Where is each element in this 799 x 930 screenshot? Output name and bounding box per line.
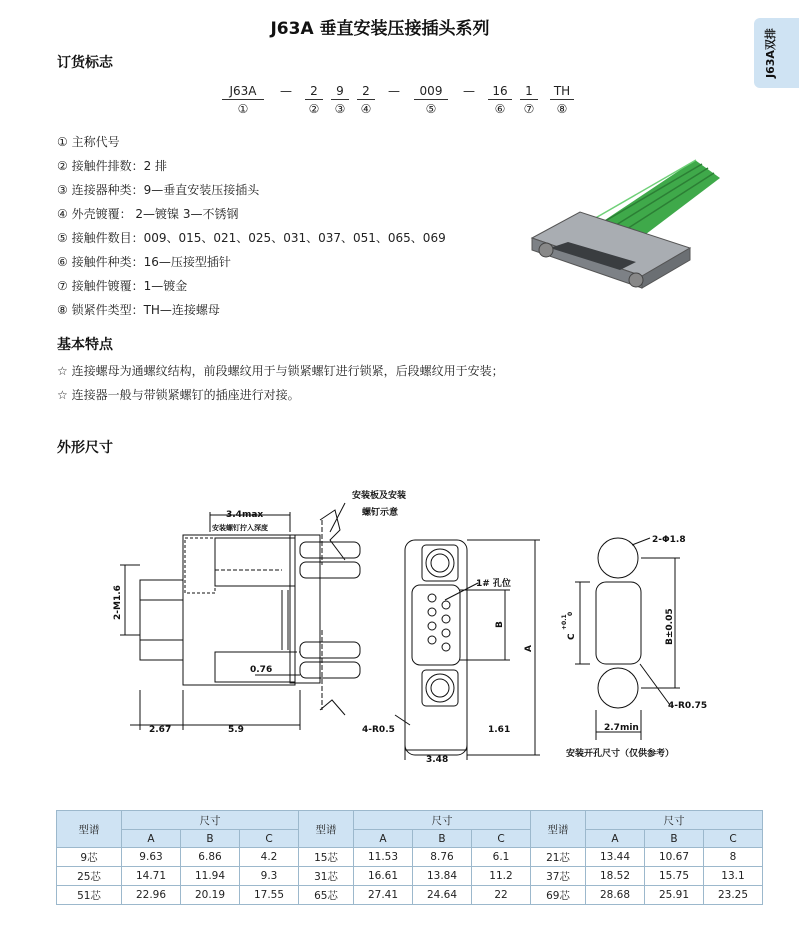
table-header-row [57, 811, 763, 830]
table-cell: 15芯 [299, 848, 354, 867]
code-number: ⑦ [523, 102, 535, 116]
page-title: J63A 垂直安装压接插头系列 [270, 19, 490, 39]
table-cell: 20.19 [181, 886, 240, 905]
table-cell: 9芯 [57, 848, 122, 867]
dim-C-tol-upper: +0.1 [561, 614, 568, 630]
table-header-model: 型谱 [531, 811, 586, 848]
table-header-size: 尺寸 [586, 811, 763, 830]
code-dash: — [463, 84, 475, 98]
table-cell: 9.3 [240, 867, 299, 886]
table-cell: 69芯 [531, 886, 586, 905]
table-cell: 14.71 [122, 867, 181, 886]
table-cell: 11.53 [354, 848, 413, 867]
table-col-a: A [354, 830, 413, 848]
table-col-b: B [413, 830, 472, 848]
code-segment-4 [357, 84, 375, 116]
code-number: ⑥ [494, 102, 506, 116]
table-col-a: A [586, 830, 645, 848]
dim-C-tol-lower: 0 [567, 611, 574, 616]
table-cell: 25芯 [57, 867, 122, 886]
side-tab-label: J63A双排 [764, 28, 777, 78]
dim-2-67: 2.67 [149, 725, 172, 735]
table-col-b: B [645, 830, 704, 848]
table-cell: 11.94 [181, 867, 240, 886]
table-cell: 23.25 [704, 886, 763, 905]
table-cell: 22 [472, 886, 531, 905]
ordering-item-6: ⑥ 接触件种类：16—压接型插针 [57, 255, 231, 269]
code-value: 9 [331, 84, 349, 100]
dim-r0-75: 4-R0.75 [668, 701, 708, 711]
code-number: ② [308, 102, 320, 116]
dim-5-9: 5.9 [228, 725, 244, 735]
ordering-item-7: ⑦ 接触件镀覆：1—镀金 [57, 279, 188, 293]
dim-thread: 2-M1.6 [113, 585, 123, 620]
ordering-item-4: ④ 外壳镀覆： 2—镀镍 3—不锈钢 [57, 207, 239, 221]
table-cell: 8 [704, 848, 763, 867]
table-cell: 15.75 [645, 867, 704, 886]
connector-body [532, 212, 690, 288]
table-row [57, 867, 763, 886]
ordering-item-5: ⑤ 接触件数目：009、015、021、025、031、037、051、065、069 [57, 231, 446, 245]
product-photo [520, 150, 720, 310]
table-cell: 8.76 [413, 848, 472, 867]
dim-0-76: 0.76 [250, 665, 273, 675]
table-col-b: B [181, 830, 240, 848]
dim-B: B [495, 621, 505, 628]
code-segment-7 [520, 84, 538, 116]
table-row [57, 886, 763, 905]
dim-panel-label-1: 安装板及安装 [352, 491, 407, 501]
code-value: 2 [357, 84, 375, 100]
table-cell: 16.61 [354, 867, 413, 886]
table-cell: 28.68 [586, 886, 645, 905]
code-value: 009 [414, 84, 448, 100]
table-cell: 27.41 [354, 886, 413, 905]
feature-item-1: ☆ 连接螺母为通螺纹结构，前段螺纹用于与锁紧螺钉进行锁紧，后段螺纹用于安装； [57, 364, 504, 378]
code-dash: — [280, 84, 292, 98]
code-segment-6 [488, 84, 512, 116]
code-value: 1 [520, 84, 538, 100]
dim-B-tolerance: B±0.05 [665, 608, 675, 645]
code-number: ⑤ [425, 102, 437, 116]
table-header-size: 尺寸 [354, 811, 531, 830]
cutout-caption: 安装开孔尺寸（仅供参考） [566, 749, 675, 759]
dim-hole: 2-Φ1.8 [652, 535, 686, 545]
ordering-item-2: ② 接触件排数：2 排 [57, 159, 168, 173]
table-col-c: C [704, 830, 763, 848]
code-number: ③ [334, 102, 346, 116]
code-value: 2 [305, 84, 323, 100]
table-cell: 6.86 [181, 848, 240, 867]
table-cell: 9.63 [122, 848, 181, 867]
table-cell: 10.67 [645, 848, 704, 867]
ordering-code [0, 84, 799, 124]
code-segment-8 [550, 84, 574, 116]
dim-2-7min: 2.7min [604, 723, 639, 733]
code-segment-2 [305, 84, 323, 116]
table-cell: 6.1 [472, 848, 531, 867]
front-view [395, 540, 540, 760]
table-cell: 51芯 [57, 886, 122, 905]
dim-1-61: 1.61 [488, 725, 511, 735]
ordering-heading: 订货标志 [57, 55, 113, 71]
code-segment-3 [331, 84, 349, 116]
table-cell: 17.55 [240, 886, 299, 905]
code-number: ⑧ [556, 102, 568, 116]
ordering-item-3: ③ 连接器种类：9—垂直安装压接插头 [57, 183, 260, 197]
side-view [120, 503, 360, 730]
code-value: J63A [222, 84, 264, 100]
code-dash: — [388, 84, 400, 98]
table-cell: 13.1 [704, 867, 763, 886]
code-value: TH [550, 84, 574, 100]
side-tab [754, 18, 799, 88]
dim-r0-5: 4-R0.5 [362, 725, 395, 735]
dim-3-48: 3.48 [426, 755, 449, 765]
features-heading: 基本特点 [57, 337, 113, 353]
table-col-c: C [472, 830, 531, 848]
code-segment-1 [222, 84, 264, 116]
table-cell: 21芯 [531, 848, 586, 867]
dim-screw-depth: 安装螺钉拧入深度 [212, 524, 268, 532]
ordering-item-8: ⑧ 锁紧件类型：TH—连接螺母 [57, 303, 220, 317]
code-number: ④ [360, 102, 372, 116]
table-row [57, 848, 763, 867]
table-cell: 13.84 [413, 867, 472, 886]
code-segment-5 [414, 84, 448, 116]
dim-C: C [567, 633, 577, 640]
dimension-drawing [0, 470, 799, 770]
dimensions-heading: 外形尺寸 [57, 440, 113, 456]
table-cell: 4.2 [240, 848, 299, 867]
table-subheader-row [57, 830, 763, 848]
code-number: ① [237, 102, 249, 116]
ordering-item-1: ① 主称代号 [57, 135, 120, 149]
code-value: 16 [488, 84, 512, 100]
table-cell: 24.64 [413, 886, 472, 905]
table-cell: 18.52 [586, 867, 645, 886]
table-header-size: 尺寸 [122, 811, 299, 830]
feature-item-2: ☆ 连接器一般与带锁紧螺钉的插座进行对接。 [57, 388, 300, 402]
dim-3-4max: 3.4max [226, 510, 264, 520]
dim-A: A [524, 645, 534, 652]
table-cell: 22.96 [122, 886, 181, 905]
spec-table [56, 810, 763, 905]
table-col-a: A [122, 830, 181, 848]
table-col-c: C [240, 830, 299, 848]
dim-pin-1: 1# 孔位 [476, 579, 511, 589]
table-cell: 31芯 [299, 867, 354, 886]
table-cell: 65芯 [299, 886, 354, 905]
table-cell: 13.44 [586, 848, 645, 867]
table-header-model: 型谱 [57, 811, 122, 848]
dim-panel-label-2: 螺钉示意 [362, 508, 399, 518]
table-cell: 11.2 [472, 867, 531, 886]
table-header-model: 型谱 [299, 811, 354, 848]
table-cell: 37芯 [531, 867, 586, 886]
table-cell: 25.91 [645, 886, 704, 905]
